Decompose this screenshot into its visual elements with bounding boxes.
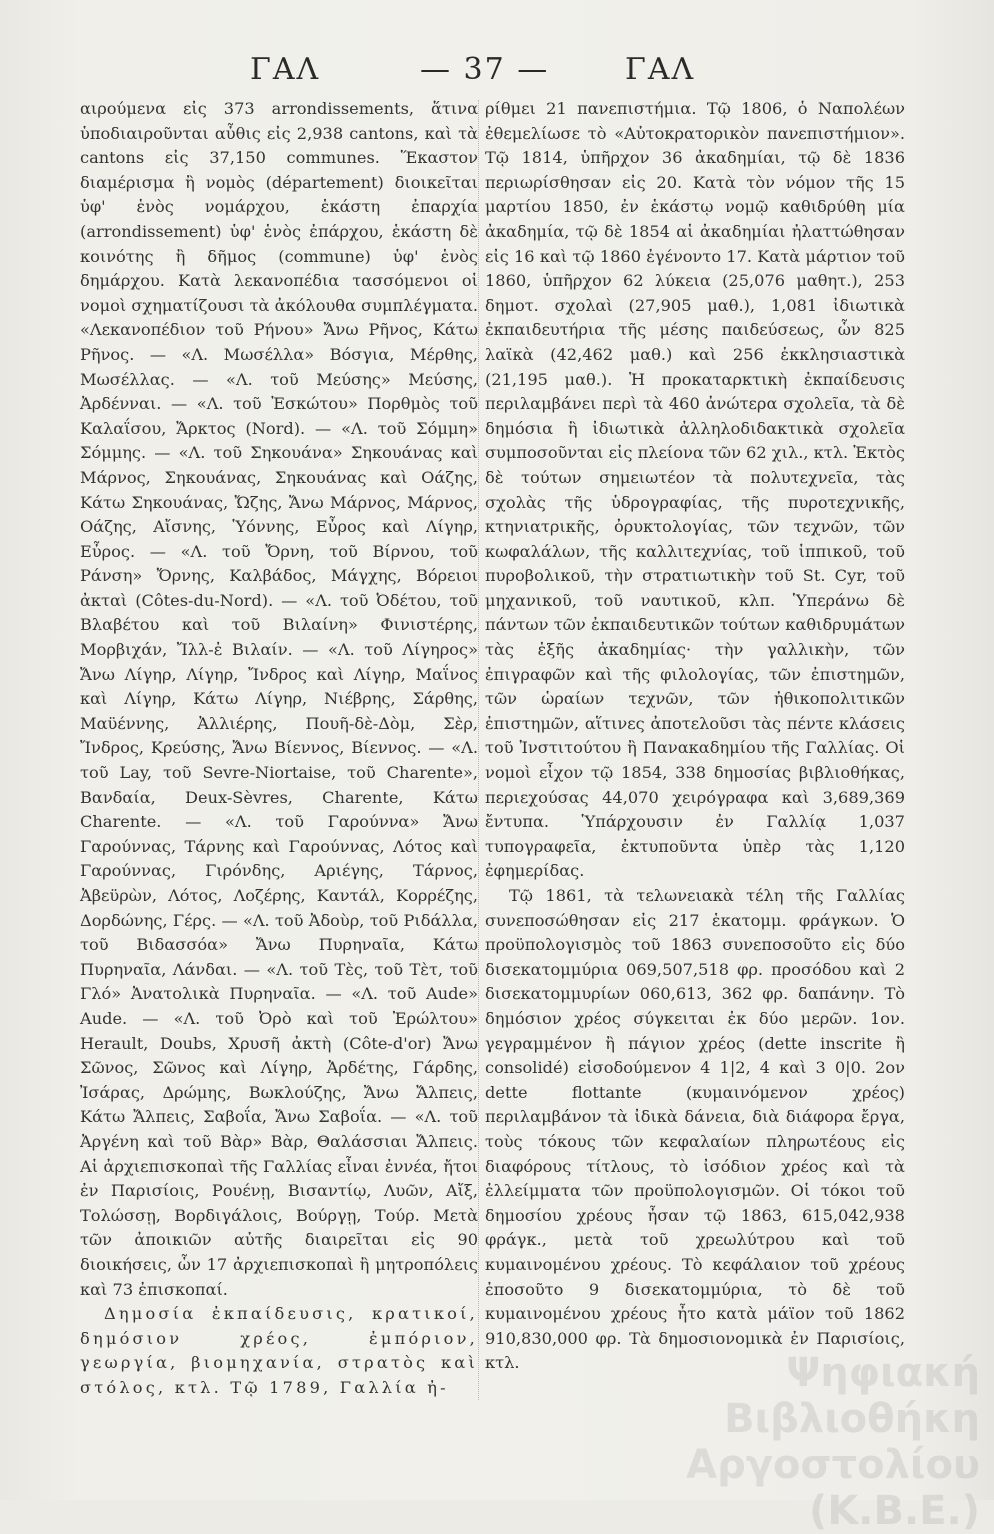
column-divider	[478, 100, 479, 1400]
library-watermark: Ψηφιακή Βιβλιοθήκη Αργοστολίου (Κ.Β.Ε.)	[686, 1350, 980, 1534]
header-right-word: ΓΑΛ	[625, 52, 696, 87]
header-left-word: ΓΑΛ	[250, 52, 321, 87]
left-paragraph-2: Δημοσία ἐκπαίδευσις, κρατικοί, δημόσιον χρέος, ἐμπόριον, γεωργία, βιομηχανία, στρατὸς καὶ στόλος, κτλ. Τῷ 1789, Γαλλία ἠ-	[80, 1304, 478, 1397]
right-column	[485, 97, 905, 1376]
page-number: — 37 —	[420, 52, 550, 87]
left-paragraph-1: αιρούμενα εἰς 373 arrondissements, ἅτινα ὑποδιαιροῦνται αὖθις εἰς 2,938 cantons, καὶ τὰ cantons εἰς 37,150 communes. Ἕκαστον διαμέρισμα ἢ νομὸς (département) διοικεῖται ὑφ' ἑνὸς νομάρχου, ἑκάστη ἐπαρχία (arrondissement) ὑφ' ἑνὸς ἐπάρχου, ἑκάστη δὲ κοινότης ἢ δῆμος (commune) ὑφ' ἑνὸς δημάρχου. Κατὰ λεκανοπέδια τασσόμενοι οἱ νομοὶ σχηματίζουσι τὰ ἀκόλουθα συμπλέγματα. «Λεκανοπέδιον τοῦ Ρήνου» Ἄνω Ρῆνος, Κάτω Ρῆνος. — «Λ. Μωσέλλα» Βόσγια, Μέρθης, Μωσέλλας. — «Λ. τοῦ Μεύσης» Μεύσης, Ἀρδένναι. — «Λ. τοῦ Ἐσκώτου» Πορθμὸς τοῦ Καλαΐσου, Ἄρκτος (Nord). — «Λ. τοῦ Σόμμη» Σόμμης. — «Λ. τοῦ Σηκουάνα» Σηκουάνας καὶ Μάρνος, Σηκουάνας, Σηκουάνας καὶ Οάζης, Κάτω Σηκουάνας, Ὤζης, Ἄνω Μάρνος, Μάρνος, Οάζης, Αἴσνης, Ὑόννης, Εὖρος καὶ Λίγηρ, Εὖρος. — «Λ. τοῦ Ὄρνη, τοῦ Βίρνου, τοῦ Ράνση» Ὄρνης, Καλβάδος, Μάγχης, Βόρειοι ἀκταὶ (Côtes-du-Nord). — «Λ. τοῦ Ὀδέτου, τοῦ Βλαβέτου καὶ τοῦ Βιλαίνη» Φινιστέρης, Μορβιχάν, Ἴλλ-ἐ Βιλαίν. — «Λ. τοῦ Λίγηρος» Ἄνω Λίγηρ, Λίγηρ, Ἴνδρος καὶ Λίγηρ, Μαΐνος καὶ Λίγηρ, Κάτω Λίγηρ, Νιέβρης, Σάρθης, Μαϋέννης, Ἀλλιέρης, Πουῆ-δὲ-Δὸμ, Σὲρ, Ἴνδρος, Κρεύσης, Ἄνω Βίεννος, Βίεννος. — «Λ. τοῦ Lay, τοῦ Sevre-Niortaise, τοῦ Charente», Βανδαία, Deux-Sèvres, Charente, Κάτω Charente. — «Λ. τοῦ Γαρούννα» Ἄνω Γαρούννας, Τάρνης καὶ Γαρούννας, Λότος καὶ Γαρούννας, Γιρόνδης, Αριέγης, Τάρνος, Ἀβεϋρὼν, Λότος, Λοζέρης, Καντάλ, Κορρέζης, Δορδώνης, Γέρς. — «Λ. τοῦ Ἀδοὺρ, τοῦ Ριδάλλα, τοῦ Βιδασσόα» Ἄνω Πυρηναῖα, Κάτω Πυρηναῖα, Λάνδαι. — «Λ. τοῦ Τὲς, τοῦ Τὲτ, τοῦ Γλό» Ἀνατολικὰ Πυρηναῖα. — «Λ. τοῦ Aude» Aude. — «Λ. τοῦ Ὀρὸ καὶ τοῦ Ἐρώλτου» Herault, Doubs, Χρυσῆ ἀκτὴ (Côte-d'or) Ἄνω Σῶνος, Σῶνος καὶ Λίγηρ, Ἀρδέτης, Γάρδης, Ἰσάρας, Δρώμης, Βωκλούζης, Ἄνω Ἄλπεις, Κάτω Ἄλπεις, Σαβοΐα, Ἄνω Σαβοΐα. — «Λ. τοῦ Ἀργένη καὶ τοῦ Βὰρ» Βὰρ, Θαλάσσιαι Ἄλπεις. Αἱ ἀρχιεπισκοπαὶ τῆς Γαλλίας εἶναι ἐννέα, ἤτοι ἐν Παρισίοις, Ρουένῃ, Βισαντίῳ, Λυῶν, Αἴξ, Τολώσσῃ, Βορδιγάλοις, Βούργῃ, Τούρ. Μετὰ τῶν ἀποικιῶν αὐτῆς διαιρεῖται εἰς 90 διοικήσεις, ὧν 17 ἀρχιεπισκοπαὶ ἢ μητροπόλεις καὶ 73 ἐπισκοπαί.	[80, 99, 478, 1299]
right-paragraph-1: ρίθμει 21 πανεπιστήμια. Τῷ 1806, ὁ Ναπολέων ἐθεμελίωσε τὸ «Αὐτοκρατορικὸν πανεπιστήμιον». Τῷ 1814, ὑπῆρχον 36 ἀκαδημίαι, τῷ δὲ 1836 περιωρίσθησαν εἰς 20. Κατὰ τὸν νόμον τῆς 15 μαρτίου 1850, ἐν ἑκάστῳ νομῷ καθιδρύθη μία ἀκαδημία, τῷ δὲ 1854 αἱ ἀκαδημίαι ἠλαττώθησαν εἰς 16 καὶ τῷ 1860 ἐγένοντο 17. Κατὰ μάρτιον τοῦ 1860, ὑπῆρχον 62 λύκεια (25,076 μαθητ.), 253 δημοτ. σχολαὶ (27,905 μαθ.), 1,081 ἰδιωτικὰ ἐκπαιδευτήρια τῆς μέσης παιδεύσεως, ὧν 825 λαϊκὰ (42,462 μαθ.) καὶ 256 ἐκκλησιαστικὰ (21,195 μαθ.). Ἡ προκαταρκτικὴ ἐκπαίδευσις περιλαμβάνει περὶ τὰ 460 ἀνώτερα σχολεῖα, τὰ δὲ δημόσια ἢ ἰδιωτικὰ ἀλληλοδιδακτικὰ σχολεῖα συμποσοῦνται εἰς πλείονα τῶν 62 χιλ., κτλ. Ἐκτὸς δὲ τούτων σημειωτέον τὰ πολυτεχνεῖα, τὰς σχολὰς τῆς ὑδρογραφίας, τῆς πυροτεχνικῆς, κτηνιατρικῆς, ὀρυκτολογίας, τῶν τεχνῶν, τῶν κωφαλάλων, τῆς καλλιτεχνίας, τοῦ ἱππικοῦ, τοῦ πυροβολικοῦ, τὴν στρατιωτικὴν τοῦ St. Cyr, τοῦ μηχανικοῦ, τοῦ ναυτικοῦ, κλπ. Ὑπεράνω δὲ πάντων τῶν ἐκπαιδευτικῶν τούτων καθιδρυμάτων τὰς ἑξῆς ἀκαδημίας· τὴν γαλλικὴν, τῶν ἐπιγραφῶν καὶ τῆς φιλολογίας, τῶν ἐπιστημῶν, τῶν ὡραίων τεχνῶν, τῶν ἠθικοπολιτικῶν ἐπιστημῶν, αἵτινες ἀποτελοῦσι τὰς πέντε κλάσεις τοῦ Ἰνστιτούτου ἢ Πανακαδημίου τῆς Γαλλίας. Οἱ νομοὶ εἶχον τῷ 1854, 338 δημοσίας βιβλιοθήκας, περιεχούσας 44,070 χειρόγραφα καὶ 3,689,369 ἔντυπα. Ὑπάρχουσιν ἐν Γαλλίᾳ 1,037 τυπογραφεῖα, ἐκτυποῦντα ὑπὲρ τὰς 1,120 ἐφημερίδας.	[485, 99, 905, 881]
left-column	[80, 97, 478, 1400]
right-paragraph-2: Τῷ 1861, τὰ τελωνειακὰ τέλη τῆς Γαλλίας συνεποσώθησαν εἰς 217 ἑκατομμ. φράγκων. Ὁ προϋπολογισμὸς τοῦ 1863 συνεποσοῦτο εἰς δύο δισεκατομμύρια 069,507,518 φρ. προσόδου καὶ 2 δισεκατομμυρίων 060,613, 362 φρ. δαπάνην. Τὸ δημόσιον χρέος σύγκειται ἐκ δύο μερῶν. 1ον. γεγραμμένον ἢ πάγιον χρέος (dette inscrite ἢ consolidé) εἰσοδούμενον 4 1|2, 4 καὶ 3 0|0. 2ον dette flottante (κυμαινόμενον χρέος) περιλαμβάνον τὰ ἰδικὰ δάνεια, διὰ διάφορα ἔργα, τοὺς τόκους τῶν κεφαλαίων πληρωτέους εἰς διαφόρους τίτλους, τὸ ἰσόδιον χρέος καὶ τὰ ἐλλείμματα τῶν προϋπολογισμῶν. Οἱ τόκοι τοῦ δημοσίου χρέους ἦσαν τῷ 1863, 615,042,938 φράγκ., μετὰ τοῦ χρεωλύτρου καὶ τοῦ κυμαινομένου χρέους. Τὸ κεφάλαιον τοῦ χρέους ἐποσοῦτο 9 δισεκατομμύρια, τὸ δὲ τοῦ κυμαινομένου χρέους ἦτο κατὰ μάϊον τοῦ 1862 910,830,000 φρ. Τὰ δημοσιονομικὰ ἐν Παρισίοις, κτλ.	[485, 886, 905, 1373]
running-header	[0, 52, 994, 92]
